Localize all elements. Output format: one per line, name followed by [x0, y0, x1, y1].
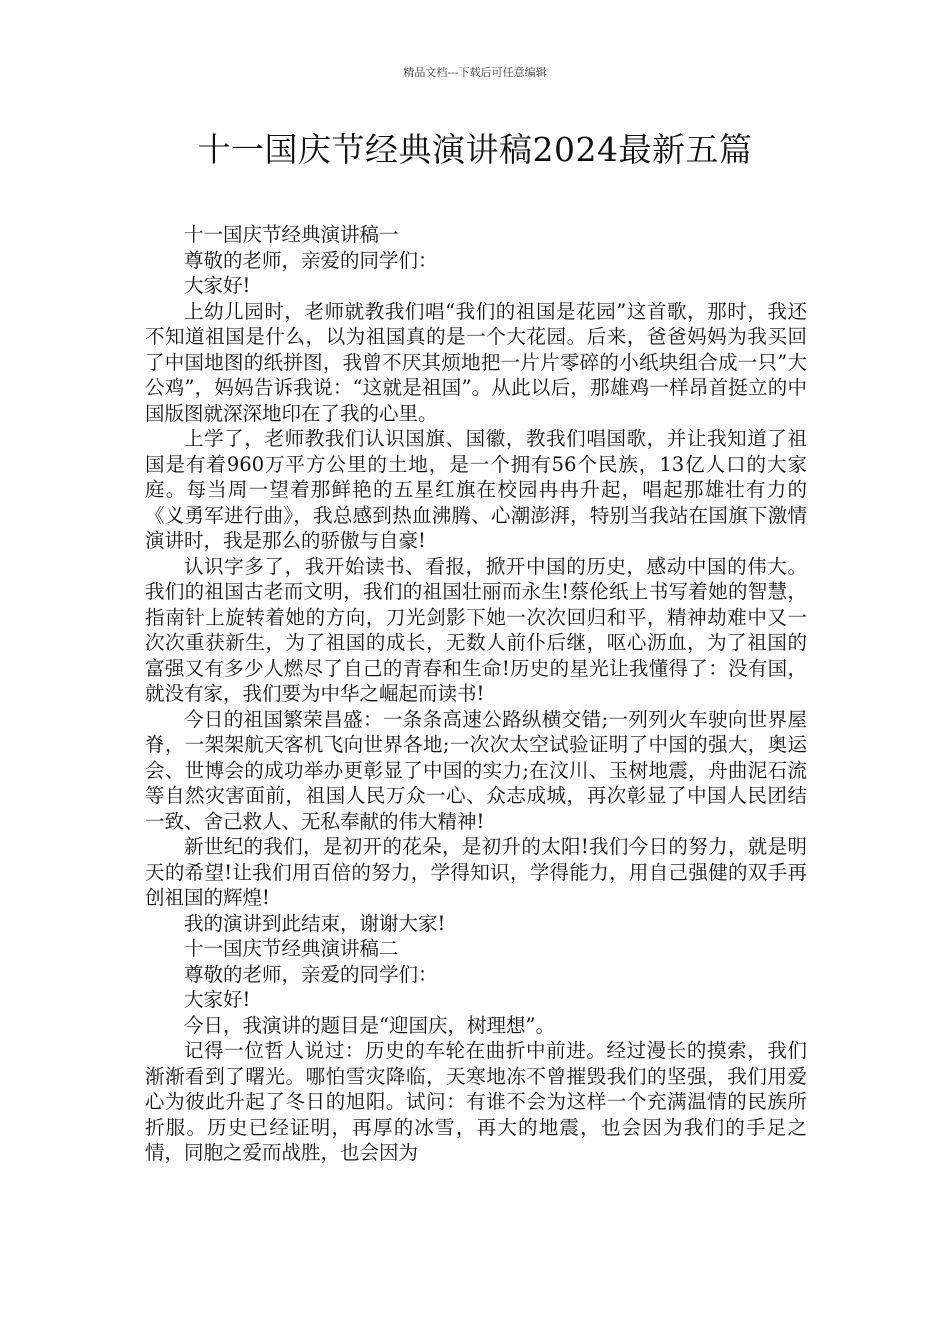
- paragraph: 今日，我演讲的题目是“迎国庆，树理想”。: [184, 1013, 555, 1037]
- section-heading-2: 十一国庆节经典演讲稿二: [184, 937, 399, 960]
- salutation: 尊敬的老师，亲爱的同学们：: [184, 962, 438, 986]
- paragraph: 记得一位哲人说过：历史的车轮在曲折中前进。经过漫长的摸索，我们渐渐看到了曙光。哪怕雪灾降临，天寒地冻不曾摧毁我们的坚强，我们用爱心为彼此升起了冬日的旭阳。试问：有谁不会为这样一个充满温情的民族所折服。历史已经证明，再厚的冰雪，再大的地震，也会因为我们的手足之情，同胞之爱而战胜，也会因为: [145, 1039, 807, 1164]
- greeting: 大家好!: [184, 988, 251, 1011]
- paragraph: 新世纪的我们，是初开的花朵，是初升的太阳!我们今日的努力，就是明天的希望!让我们用百倍的努力，学得知识，学得能力，用自己强健的双手再创祖国的辉煌!: [145, 835, 807, 909]
- paragraph: 认识字多了，我开始读书、看报，掀开中国的历史，感动中国的伟大。我们的祖国古老而文明，我们的祖国壮丽而永生!蔡伦纸上书写着她的智慧，指南针上旋转着她的方向，刀光剑影下她一次次回归和平，精神劫难中又一次次重获新生，为了祖国的成长，无数人前仆后继，呕心沥血，为了祖国的富强又有多少人燃尽了自己的青春和生命!历史的星光让我懂得了：没有国，就没有家，我们要为中华之崛起而读书!: [145, 554, 807, 705]
- section-heading-1: 十一国庆节经典演讲稿一: [184, 223, 399, 246]
- closing: 我的演讲到此结束，谢谢大家!: [184, 911, 446, 935]
- greeting: 大家好!: [184, 274, 251, 297]
- paragraph: 上学了，老师教我们认识国旗、国徽，教我们唱国歌，并让我知道了祖国是有着960万平方公里的土地，是一个拥有56个民族，13亿人口的大家庭。每当周一望着那鲜艳的五星红旗在校园冉冉升起，唱起那雄壮有力的《义勇军进行曲》，我总感到热血沸腾、心潮澎湃，特别当我站在国旗下激情演讲时，我是那么的骄傲与自豪!: [145, 427, 807, 552]
- page-header: 精品文档---下载后可任意编辑: [403, 66, 547, 79]
- paragraph: 今日的祖国繁荣昌盛：一条条高速公路纵横交错;一列列火车驶向世界屋脊，一架架航天客机飞向世界各地;一次次太空试验证明了中国的强大，奥运会、世博会的成功举办更彰显了中国的实力;在汶川、玉树地震，舟曲泥石流等自然灾害面前，祖国人民万众一心、众志成城，再次彰显了中国人民团结一致、舍己救人、无私奉献的伟大精神!: [145, 707, 807, 833]
- document-title: 十一国庆节经典演讲稿2024最新五篇: [197, 130, 753, 169]
- document-body: [145, 222, 807, 1166]
- paragraph: 上幼儿园时，老师就教我们唱“我们的祖国是花园”这首歌，那时，我还不知道祖国是什么，以为祖国真的是一个大花园。后来，爸爸妈妈为我买回了中国地图的纸拼图，我曾不厌其烦地把一片片零碎的小纸块组合成一只”大公鸡”，妈妈告诉我说：“这就是祖国”。从此以后，那雄鸡一样昂首挺立的中国版图就深深地印在了我的心里。: [145, 299, 807, 425]
- salutation: 尊敬的老师，亲爱的同学们：: [184, 248, 438, 272]
